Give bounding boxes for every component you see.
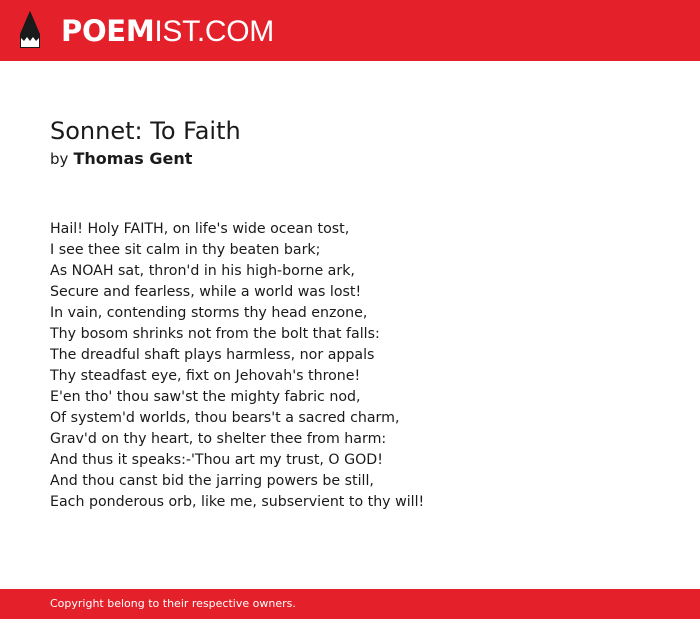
logo-text-light: IST.COM bbox=[154, 15, 274, 48]
author-name[interactable]: Thomas Gent bbox=[73, 149, 193, 168]
poem-line: The dreadful shaft plays harmless, nor appals bbox=[50, 347, 375, 363]
byline-prefix: by bbox=[50, 150, 69, 168]
poem-line: Hail! Holy FAITH, on life's wide ocean tost, bbox=[50, 221, 350, 237]
poem-line: And thou canst bid the jarring powers be still, bbox=[50, 473, 374, 489]
poem-body bbox=[50, 219, 670, 513]
poem-line: I see thee sit calm in thy beaten bark; bbox=[50, 242, 321, 258]
site-footer bbox=[0, 589, 700, 619]
poem-line: And thus it speaks:-'Thou art my trust, O GOD! bbox=[50, 452, 383, 468]
poem-line: Thy bosom shrinks not from the bolt that falls: bbox=[50, 326, 380, 342]
pencil-icon[interactable] bbox=[18, 10, 42, 50]
poem-line: As NOAH sat, thron'd in his high-borne ark, bbox=[50, 263, 355, 279]
byline bbox=[50, 148, 670, 170]
poem-line: Grav'd on thy heart, to shelter thee from harm: bbox=[50, 431, 387, 447]
site-header bbox=[0, 0, 700, 61]
logo-text-bold: POEM bbox=[61, 14, 155, 48]
copyright-text: Copyright belong to their respective owners. bbox=[50, 597, 296, 610]
poem-title: Sonnet: To Faith bbox=[50, 117, 241, 145]
poem-line: Of system'd worlds, thou bears't a sacred charm, bbox=[50, 410, 400, 426]
poem-line: Each ponderous orb, like me, subservient to thy will! bbox=[50, 494, 425, 510]
poem-line: Thy steadfast eye, fixt on Jehovah's throne! bbox=[50, 368, 361, 384]
poem-line: E'en tho' thou saw'st the mighty fabric nod, bbox=[50, 389, 361, 405]
poem-header bbox=[50, 114, 670, 170]
site-logo[interactable] bbox=[61, 11, 274, 51]
poem-line: In vain, contending storms thy head enzone, bbox=[50, 305, 368, 321]
poem-line: Secure and fearless, while a world was lost! bbox=[50, 284, 362, 300]
